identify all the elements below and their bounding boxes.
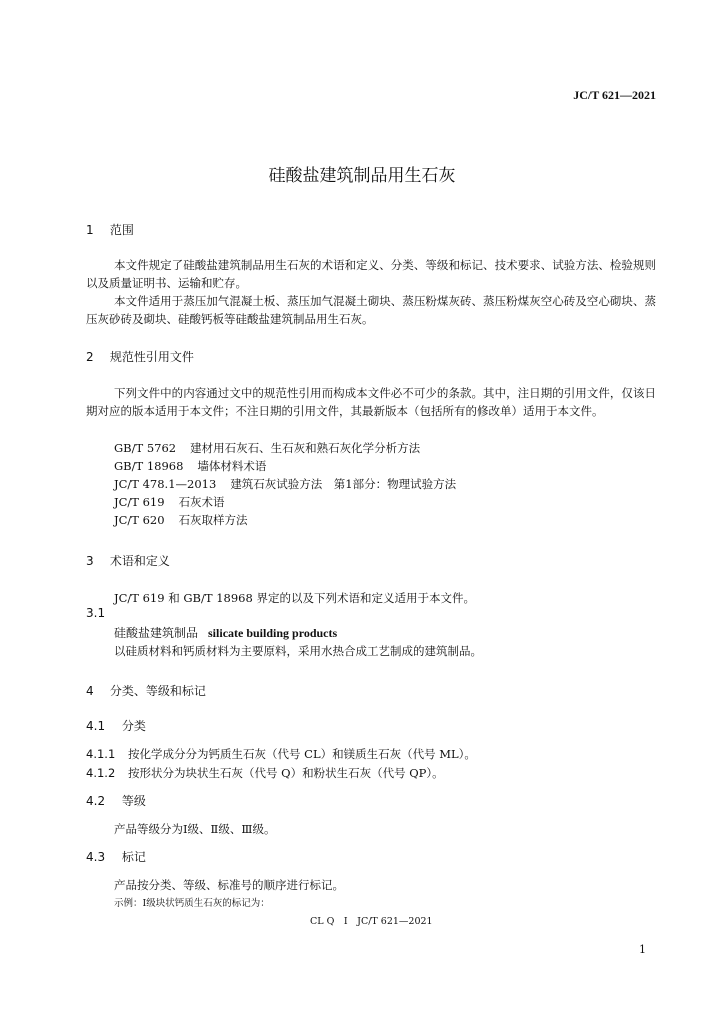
grade-text: 产品等级分为Ⅰ级、Ⅱ级、Ⅲ级。 <box>114 822 276 836</box>
reference-title: 建材用石灰石、生石灰和熟石灰化学分析方法 <box>190 441 421 455</box>
reference-code: GB/T 18968 <box>114 459 184 473</box>
section-title: 规范性引用文件 <box>109 350 194 364</box>
clause-4-1-1 <box>86 745 476 763</box>
subsection-4-2-heading <box>86 792 146 809</box>
clause-number: 4.1.2 <box>86 766 116 780</box>
section-3-paragraph-1: JC/T 619 和 GB/T 18968 界定的以及下列术语和定义适用于本文件。 <box>114 591 475 605</box>
section-title: 分类、等级和标记 <box>109 684 206 698</box>
clause-4-1-2 <box>86 764 444 782</box>
section-title: 术语和定义 <box>109 554 170 568</box>
example-mark: CL Q Ⅰ JC/T 621—2021 <box>310 916 433 927</box>
reference-item <box>114 440 420 456</box>
document-title: 硅酸盐建筑制品用生石灰 <box>268 166 456 186</box>
term-definition: 以硅质材料和钙质材料为主要原料，采用水热合成工艺制成的建筑制品。 <box>114 644 482 658</box>
subsection-number: 4.3 <box>86 850 106 864</box>
reference-title: 建筑石灰试验方法 第1部分：物理试验方法 <box>230 477 457 491</box>
reference-item <box>114 476 456 492</box>
reference-title: 石灰术语 <box>178 495 225 509</box>
page-number: 1 <box>639 943 646 956</box>
subsection-title: 标记 <box>121 850 146 864</box>
subsection-number: 4.1 <box>86 719 106 733</box>
section-number: 3 <box>86 554 94 568</box>
section-1-heading <box>86 221 134 238</box>
reference-code: JC/T 620 <box>114 513 165 527</box>
section-number: 4 <box>86 684 94 698</box>
reference-code: JC/T 619 <box>114 495 165 509</box>
term-chinese: 硅酸盐建筑制品 <box>114 626 199 640</box>
reference-item <box>114 458 266 474</box>
section-3-heading <box>86 552 170 569</box>
reference-code: JC/T 478.1—2013 <box>114 477 217 491</box>
clause-text: 按形状分为块状生石灰（代号 Q）和粉状生石灰（代号 QP）。 <box>128 766 444 780</box>
section-title: 范围 <box>109 223 134 237</box>
reference-title: 墙体材料术语 <box>197 459 267 473</box>
subsection-4-1-heading <box>86 717 146 734</box>
section-number: 1 <box>86 223 94 237</box>
reference-item <box>114 512 248 528</box>
reference-code: GB/T 5762 <box>114 441 177 455</box>
clause-text: 按化学成分分为钙质生石灰（代号 CL）和镁质生石灰（代号 ML）。 <box>128 747 476 761</box>
marking-text: 产品按分类、等级、标准号的顺序进行标记。 <box>114 878 344 892</box>
example-label: 示例：Ⅰ级块状钙质生石灰的标记为： <box>114 898 270 909</box>
term-english: silicate building products <box>208 626 338 640</box>
section-2-heading <box>86 348 194 365</box>
term-entry <box>114 624 337 641</box>
subsection-title: 分类 <box>121 719 146 733</box>
section-4-heading <box>86 682 206 699</box>
section-1-paragraph-1: 本文件规定了硅酸盐建筑制品用生石灰的术语和定义、分类、等级和标记、技术要求、试验方法、检验规则以及质量证明书、运输和贮存。 <box>86 258 656 290</box>
clause-number: 4.1.1 <box>86 747 116 761</box>
subsection-4-3-heading <box>86 848 146 865</box>
section-1-paragraph-2: 本文件适用于蒸压加气混凝土板、蒸压加气混凝土砌块、蒸压粉煤灰砖、蒸压粉煤灰空心砖及空心砌块、蒸压灰砂砖及砌块、硅酸钙板等硅酸盐建筑制品用生石灰。 <box>86 294 656 326</box>
reference-item <box>114 494 225 510</box>
standard-code: JC/T 621—2021 <box>573 88 656 102</box>
subsection-3-1-number: 3.1 <box>86 606 106 620</box>
subsection-number: 4.2 <box>86 794 106 808</box>
section-2-paragraph-1: 下列文件中的内容通过文中的规范性引用而构成本文件必不可少的条款。其中，注日期的引用文件，仅该日期对应的版本适用于本文件；不注日期的引用文件，其最新版本（包括所有的修改单）适用于本文件。 <box>86 386 656 418</box>
subsection-title: 等级 <box>121 794 146 808</box>
reference-title: 石灰取样方法 <box>178 513 248 527</box>
section-number: 2 <box>86 350 94 364</box>
